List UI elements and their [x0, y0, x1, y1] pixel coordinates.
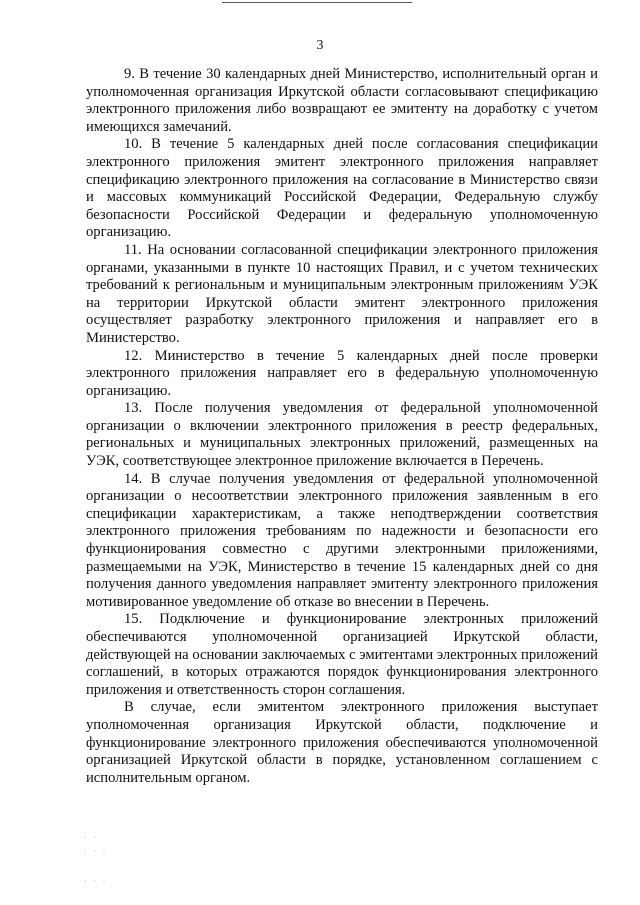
paragraph-15-continuation: В случае, если эмитентом электронного приложения выступает уполномоченная организация Иркутской области, подключение и функционирование электронного приложения обеспечиваются уполномоченной организацией Иркутской области в порядке, установленном соглашением с исполнительным органом.	[86, 699, 598, 786]
paragraph-13: 13. После получения уведомления от федеральной уполномоченной организации о включении электронного приложения в реестр федеральных, региональных и муниципальных электронных приложений, размещенных на УЭК, соответствующее электронное приложение включается в Перечень.	[86, 400, 598, 470]
paragraph-12: 12. Министерство в течение 5 календарных дней после проверки электронного приложения направляет его в федеральную уполномоченную организацию.	[86, 347, 598, 399]
page-number: 3	[316, 38, 324, 53]
scan-artifact: · · ·	[84, 846, 108, 856]
scan-artifact: · ·	[84, 832, 99, 842]
paragraph-9: 9. В течение 30 календарных дней Министерство, исполнительный орган и уполномоченная организация Иркутской области согласовывают спецификацию электронного приложения либо возвращают ее эмитенту на доработку с учетом имеющихся замечаний.	[86, 66, 598, 135]
document-body	[86, 66, 598, 787]
paragraph-14: 14. В случае получения уведомления от федеральной уполномоченной организации о несоответствии электронного приложения заявленным в его спецификации характеристикам, а также неподтверждении соответствия электронного приложения требованиям по надежности и безопасности его функционирования совместно с другими электронными приложениями, размещаемыми на УЭК, Министерство в течение 15 календарных дней со дня получения данного уведомления направляет эмитенту электронного приложения мотивированное уведомление об отказе во внесении в Перечень.	[86, 470, 598, 610]
paragraph-11: 11. На основании согласованной спецификации электронного приложения органами, указанными в пункте 10 настоящих Правил, и с учетом технических требований к региональным и муниципальным электронным приложениям УЭК на территории Иркутской области эмитент электронного приложения осуществляет разработку электронного приложения и направляет его в Министерство.	[86, 241, 598, 346]
scan-artifact: · · ·	[84, 876, 108, 886]
paragraph-15: 15. Подключение и функционирование электронных приложений обеспечиваются уполномоченной организацией Иркутской области, действующей на основании заключаемых с эмитентами электронных приложений соглашений, в которых отражаются порядок функционирования электронного приложения и ответственность сторон соглашения.	[86, 611, 598, 698]
top-divider	[222, 2, 412, 3]
paragraph-10: 10. В течение 5 календарных дней после согласования спецификации электронного приложения эмитент электронного приложения направляет спецификацию электронного приложения на согласование в Министерство связи и массовых коммуникаций Российской Федерации, Федеральную службу безопасности Российской Федерации и федеральную уполномоченную организацию.	[86, 136, 598, 241]
